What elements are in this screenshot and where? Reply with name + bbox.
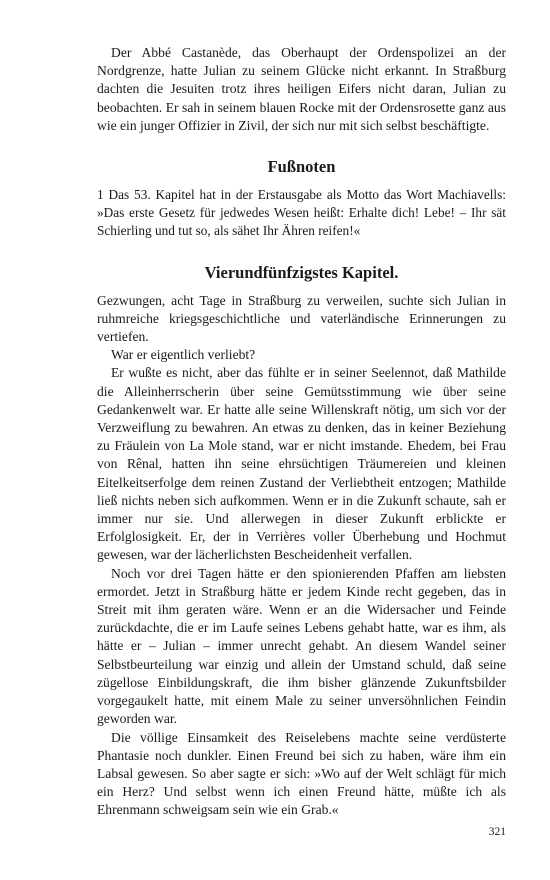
chapter-paragraph-3: Er wußte es nicht, aber das fühlte er in seiner Seelennot, daß Mathilde die Alleinherrscherin über seine Gemütsstimmung wie über seine Gedankenwelt war. Er hatte alle seine Willenskraft nötig, um sich vor der Verzweiflung zu bewahren. An etwas zu denken, das in keiner Beziehung zu Fräulein von La Mole stand, war er nicht imstande. Ehedem, bei Frau von Rênal, hatten ihn seine ehrsüchtigen Träumereien und kleinen Eitelkeitserfolge dem reinen Zustand der Verliebtheit entzogen; Mathilde ließ nichts neben sich aufkommen. Wenn er in die Zukunft schaute, sah er immer nur sie. Und allerwegen in dieser Zukunft erblickte er Erfolglosigkeit. Er, der in Verrières voller Überhebung und Hochmut gewesen, war der lächerlichsten Bescheidenheit verfallen. bbox=[97, 365, 506, 563]
chapter-paragraph-4: Noch vor drei Tagen hätte er den spionierenden Pfaffen am liebsten ermordet. Jetzt in Straßburg hätte er jedem Kinde recht gegeben, das in Streit mit ihm geraten wäre. Wenn er an die Widersacher und Feinde zurückdachte, die er im Laufe seines Lebens gehabt hatte, war es ihm, als hätte er – Julian – immer unrecht gehabt. An diesem Wandel seiner Selbstbeurteilung war einzig und allein der Umstand schuld, daß seine zügellose Einbildungskraft, die ihm bisher glänzende Zukunftsbilder vorgegaukelt hatte, mit einem Male zu seiner unversöhnlichen Feindin geworden war. bbox=[97, 565, 506, 727]
footnotes-heading: Fußnoten bbox=[267, 157, 336, 177]
intro-paragraph: Der Abbé Castanède, das Oberhaupt der Ordenspolizei an der Nordgrenze, hatte Julian zu seinem Glücke nicht erkannt. In Straßburg dachten die Jesuiten trotz ihres heiligen Eifers nicht daran, Julian zu beobachten. Er sah in seinem blauen Rocke mit der Ordensrosette ganz aus wie ein junger Offizier in Zivil, der sich nur mit sich selbst beschäftigte. bbox=[97, 45, 506, 133]
book-page bbox=[97, 44, 506, 820]
chapter-paragraph-2: War er eigentlich verliebt? bbox=[111, 347, 256, 363]
footnote-1: 1 Das 53. Kapitel hat in der Erstausgabe als Motto das Wort Machiavells: »Das erste Gesetz für jedwedes Wesen heißt: Erhalte dich! Lebe! – Ihr sät Schierling und tut so, als sähet Ihr Ähren reifen!« bbox=[97, 187, 506, 239]
chapter-paragraph-1: Gezwungen, acht Tage in Straßburg zu verweilen, suchte sich Julian in ruhmreiche kriegsgeschichtliche und vaterländische Erinnerungen zu vertiefen. bbox=[97, 292, 506, 345]
page-number: 321 bbox=[488, 826, 506, 838]
chapter-paragraph-5: Die völlige Einsamkeit des Reiselebens machte seine verdüsterte Phantasie noch dunkler. Einen Freund bei sich zu haben, wäre ihm ein Labsal gewesen. So aber sagte er sich: »Wo auf der Welt schlägt für mich ein Herz? Und selbst wenn ich einen Freund hätte, müßte ich als Ehrenmann schweigsam sein wie ein Grab.« bbox=[97, 729, 506, 818]
chapter-heading: Vierundfünfzigstes Kapitel. bbox=[204, 262, 399, 282]
